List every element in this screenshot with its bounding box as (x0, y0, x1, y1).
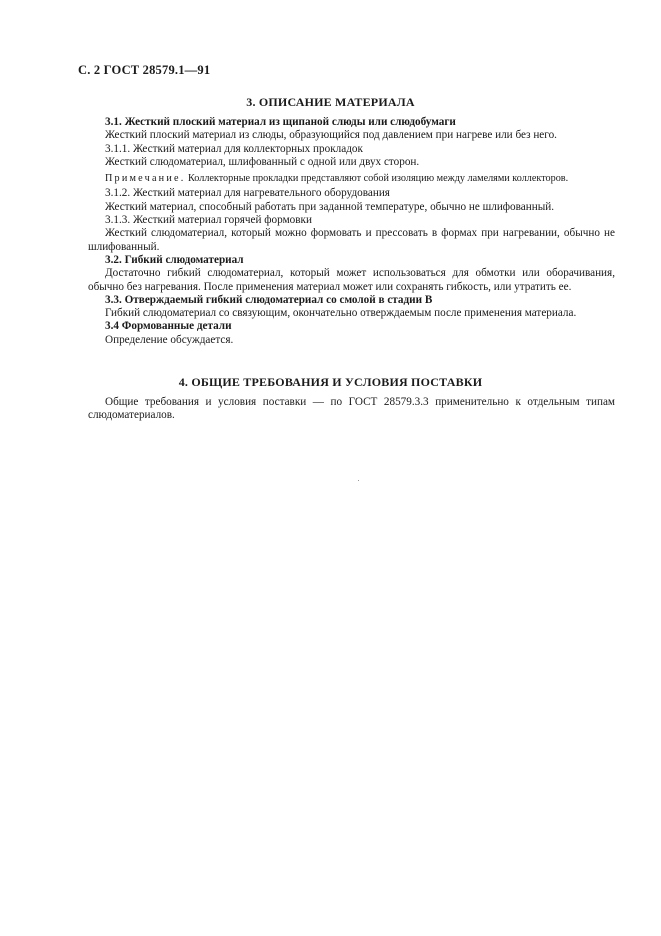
note-label: Примечание. (105, 173, 186, 185)
section-3-body (88, 116, 615, 347)
page-header: С. 2 ГОСТ 28579.1—91 (78, 63, 211, 77)
section-4-text: Общие требования и условия поставки — по ГОСТ 28579.3.3 применительно к отдельным типам слюдоматериалов. (88, 396, 615, 422)
section-3-title: 3. ОПИСАНИЕ МАТЕРИАЛА (246, 95, 415, 109)
note-text: Коллекторные прокладки представляют собой изоляцию между ламелями коллекторов. (185, 173, 569, 185)
clause-3-1-1: 3.1.1. Жесткий материал для коллекторных прокладок (105, 142, 363, 155)
subsection-3-3-title: 3.3. Отверждаемый гибкий слюдоматериал со смолой в стадии В (105, 293, 433, 306)
clause-3-1-3-text: Жесткий слюдоматериал, который можно формовать и прессовать в формах при нагревании, обычно не шлифованный. (88, 227, 615, 253)
clause-3-1-2: 3.1.2. Жесткий материал для нагревательного оборудования (105, 187, 390, 200)
section-4-title: 4. ОБЩИЕ ТРЕБОВАНИЯ И УСЛОВИЯ ПОСТАВКИ (178, 375, 483, 389)
subsection-3-4-title: 3.4 Формованные детали (105, 320, 232, 333)
subsection-3-1-text: Жесткий плоский материал из слюды, образующийся под давлением при нагреве или без него. (105, 129, 557, 142)
subsection-3-2-title: 3.2. Гибкий слюдоматериал (105, 253, 244, 266)
subsection-3-3-text: Гибкий слюдоматериал со связующим, окончательно отверждаемым после применения материала. (105, 307, 577, 320)
note (88, 172, 615, 185)
subsection-3-1-title: 3.1. Жесткий плоский материал из щипаной слюды или слюдобумаги (105, 116, 456, 128)
clause-3-1-3: 3.1.3. Жесткий материал горячей формовки (105, 214, 312, 227)
scan-speck (358, 480, 359, 481)
section-4-body (88, 396, 615, 423)
subsection-3-2-text: Достаточно гибкий слюдоматериал, который может использоваться для обмотки или оборачивания, обычно без нагревания. После применения материал может или сохранять гибкость, или утратить ее. (88, 267, 615, 293)
subsection-3-4-text: Определение обсуждается. (105, 333, 234, 346)
clause-3-1-1-text: Жесткий слюдоматериал, шлифованный с одной или двух сторон. (105, 155, 420, 168)
clause-3-1-2-text: Жесткий материал, способный работать при заданной температуре, обычно не шлифованный. (105, 200, 555, 213)
